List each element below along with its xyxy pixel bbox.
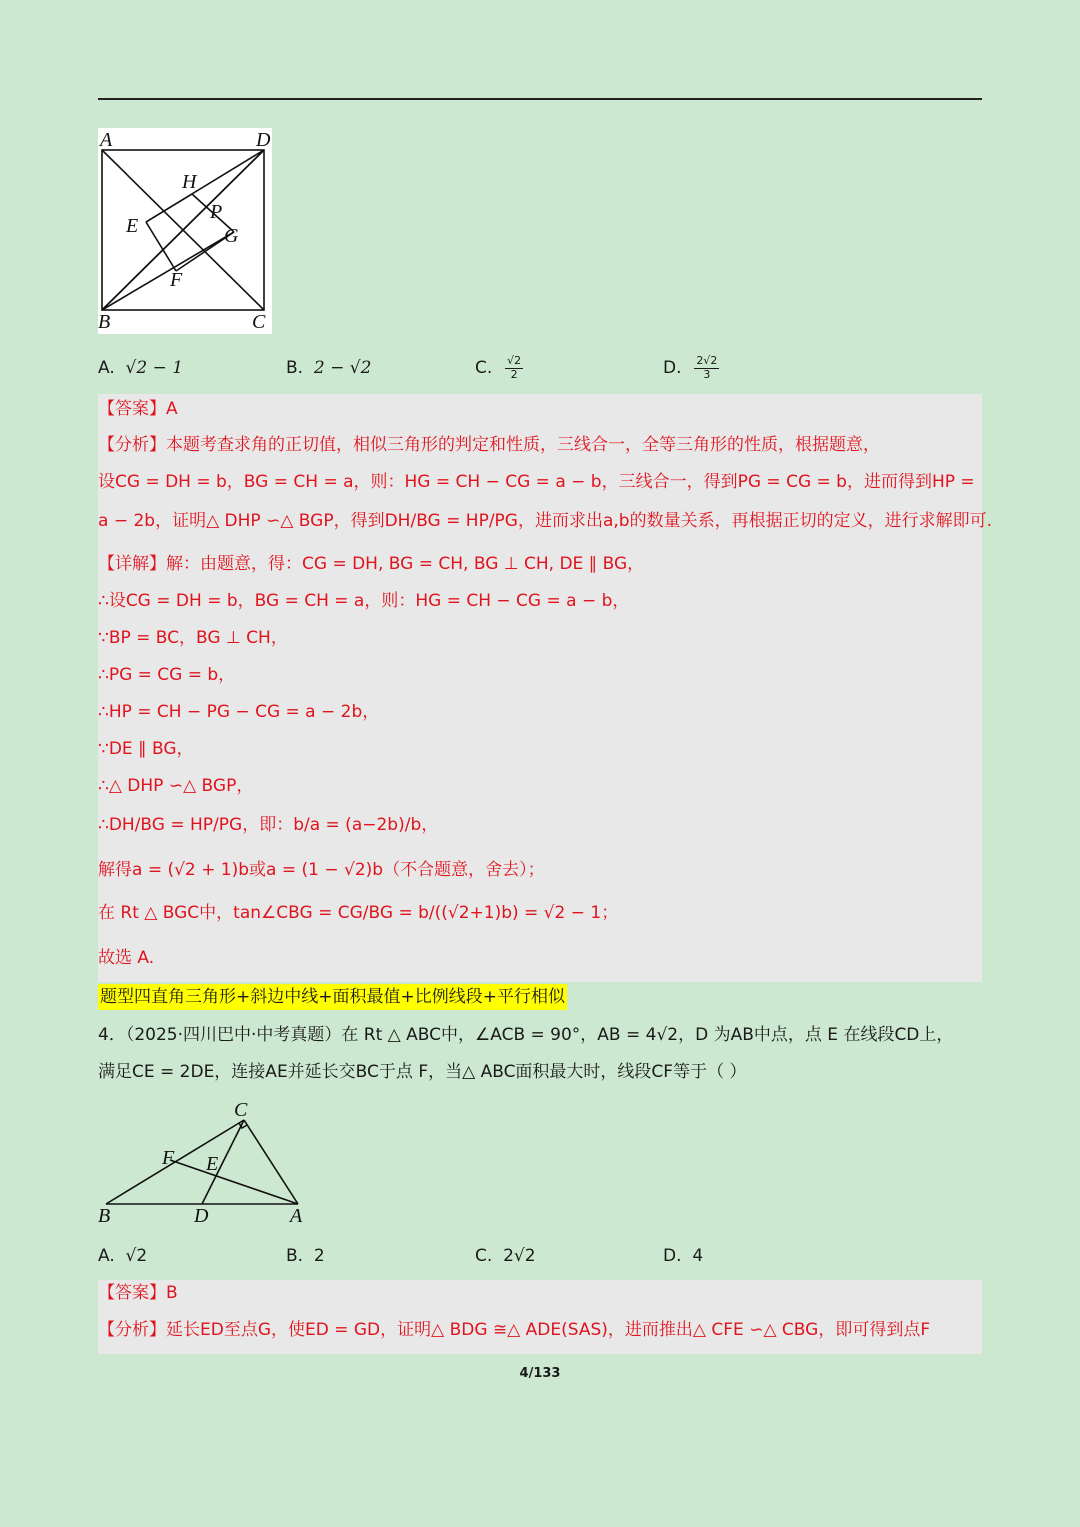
q3-analysis-line-1: 【分析】本题考查求角的正切值，相似三角形的判定和性质，三线合一，全等三角形的性质，根据题意， (98, 435, 880, 455)
q4-analysis: 【分析】延长ED至点G，使ED = GD，证明△ BDG ≅△ ADE(SAS)，进而推出△ CFE ∽△ CBG，即可得到点F (98, 1320, 931, 1340)
square-figure (98, 128, 272, 334)
q3-answer: 【答案】A (98, 399, 178, 419)
q3-option-a[interactable]: A. √2 − 1 (98, 358, 184, 378)
triangle-figure (98, 1098, 310, 1230)
fig2-label-A: A (290, 1205, 303, 1227)
q3-option-c-fraction: $\frac{√2}{2}$ (507, 354, 522, 381)
section-title: 题型四直角三角形+斜边中线+面积最值+比例线段+平行相似 (98, 984, 567, 1010)
q4-option-c[interactable]: C. 2√2 (475, 1246, 536, 1266)
q3-option-d[interactable]: D. $\frac{2√2}{3}$ (663, 354, 718, 381)
fig1-label-F: F (170, 269, 183, 291)
q3-analysis-line-3: a − 2b，证明△ DHP ∽△ BGP，得到DH/BG = HP/PG，进而求出a,b的数量关系，再根据正切的定义，进行求解即可. (98, 511, 992, 531)
q3-detail-line-8: ∴DH/BG = HP/PG，即：b/a = (a−2b)/b， (98, 815, 439, 835)
q3-detail-line-11: 故选 A. (98, 948, 155, 968)
q4-stem-line-2: 满足CE = 2DE，连接AE并延长交BC于点 F，当△ ABC面积最大时，线段CF等于（ ） (98, 1062, 747, 1082)
q3-option-b[interactable]: B. 2 − √2 (286, 358, 372, 378)
q3-option-d-fraction: $\frac{2√2}{3}$ (696, 354, 718, 381)
fig2-label-F: F (162, 1147, 175, 1169)
fig1-label-P: P (210, 201, 223, 223)
fig1-label-A: A (100, 129, 113, 151)
fig1-label-B: B (98, 311, 111, 333)
fig2-label-E: E (206, 1153, 219, 1175)
page-number: 4/133 (519, 1366, 561, 1381)
q4-answer-box (98, 1280, 982, 1354)
fig1-label-C: C (252, 311, 266, 333)
q3-detail-line-3: ∵BP = BC，BG ⊥ CH， (98, 628, 288, 648)
fig1-label-E: E (126, 215, 139, 237)
q4-option-a[interactable]: A. √2 (98, 1246, 148, 1266)
q3-answer-box (98, 394, 992, 982)
q3-detail-line-10: 在 Rt △ BGC中，tan∠CBG = CG/BG = b/((√2+1)b) = √2 − 1； (98, 903, 619, 923)
q3-option-c[interactable]: C. $\frac{√2}{2}$ (475, 354, 522, 381)
fig1-label-H: H (182, 171, 197, 193)
header-rule (98, 98, 982, 100)
fig1-label-G: G (224, 225, 239, 247)
q3-detail-line-6: ∵DE ∥ BG， (98, 739, 194, 759)
fig2-label-B: B (98, 1205, 111, 1227)
q3-detail-line-2: ∴设CG = DH = b，BG = CH = a，则：HG = CH − CG = a − b， (98, 591, 630, 611)
q3-options (98, 350, 982, 386)
q3-detail-line-9: 解得a = (√2 + 1)b或a = (1 − √2)b（不合题意，舍去）； (98, 860, 545, 880)
q3-detail-line-1: 【详解】解：由题意，得：CG = DH, BG = CH, BG ⊥ CH, DE ∥ BG， (98, 554, 645, 574)
q3-analysis-line-2: 设CG = DH = b，BG = CH = a，则：HG = CH − CG = a − b，三线合一，得到PG = CG = b，进而得到HP = (98, 472, 975, 492)
q3-detail-line-7: ∴△ DHP ∽△ BGP， (98, 776, 254, 796)
q4-stem-line-1: 4．（2025·四川巴中·中考真题）在 Rt △ ABC中，∠ACB = 90°，AB = 4√2，D 为AB中点，点 E 在线段CD上， (98, 1025, 954, 1045)
fig2-label-D: D (194, 1205, 209, 1227)
q4-options (98, 1238, 982, 1274)
q3-detail-line-5: ∴HP = CH − PG − CG = a − 2b， (98, 702, 380, 722)
q4-answer: 【答案】B (98, 1283, 178, 1303)
q3-detail-line-4: ∴PG = CG = b， (98, 665, 236, 685)
q4-option-d[interactable]: D. 4 (663, 1246, 704, 1266)
fig2-label-C: C (234, 1099, 248, 1121)
q4-option-b[interactable]: B. 2 (286, 1246, 325, 1266)
fig1-label-D: D (256, 129, 271, 151)
